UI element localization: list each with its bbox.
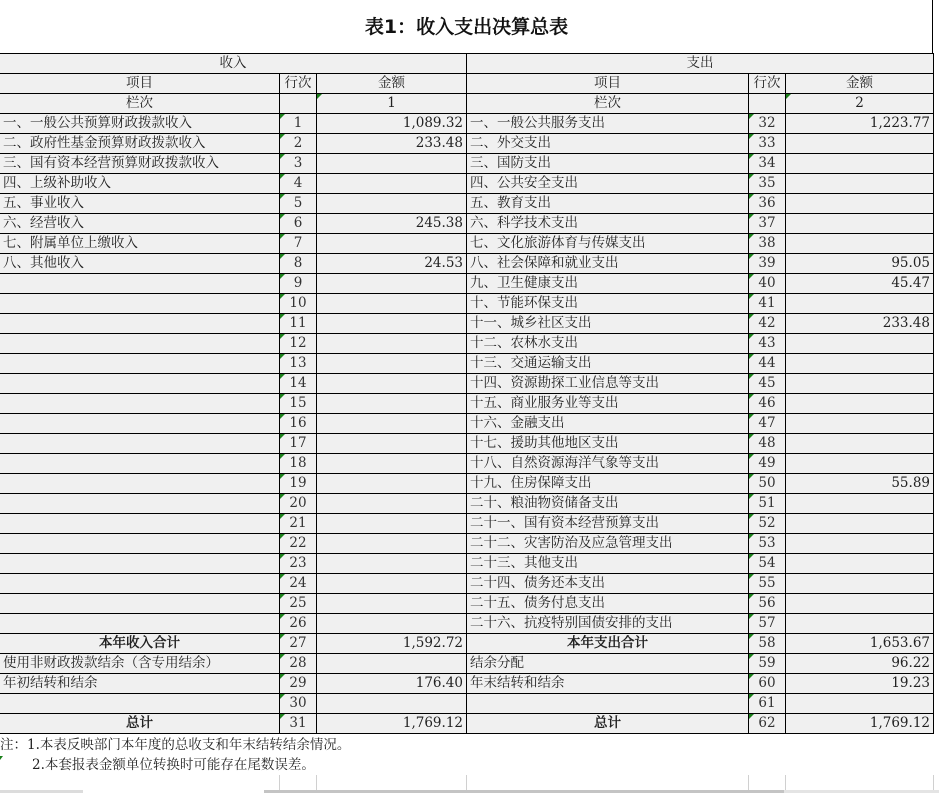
- expense-item-cell[interactable]: 九、卫生健康支出: [467, 274, 749, 294]
- expense-item-cell[interactable]: 十一、城乡社区支出: [467, 314, 749, 334]
- expense-item-cell[interactable]: 十三、交通运输支出: [467, 354, 749, 374]
- table-row: [0, 254, 934, 274]
- expense-line-no[interactable]: 52: [749, 514, 786, 534]
- income-line-blank: [280, 94, 317, 114]
- grand-total-row: [0, 714, 934, 734]
- table-row: [0, 514, 934, 534]
- expense-amount-cell[interactable]: [786, 494, 934, 514]
- table-row: [0, 114, 934, 134]
- cell-marker-icon: [0, 756, 3, 760]
- table-row: [0, 134, 934, 154]
- expense-line-no[interactable]: 48: [749, 434, 786, 454]
- expense-item-cell[interactable]: 二十一、国有资本经营预算支出: [467, 514, 749, 534]
- income-item-cell[interactable]: [0, 494, 280, 514]
- income-line-no[interactable]: 19: [280, 474, 317, 494]
- expense-line-header: 行次: [749, 74, 786, 94]
- table-row: [0, 334, 934, 354]
- table-row: [0, 474, 934, 494]
- expense-line-no[interactable]: 37: [749, 214, 786, 234]
- income-amount-cell[interactable]: [317, 614, 467, 634]
- expense-summary-amount[interactable]: 1,769.12: [786, 714, 934, 734]
- expense-amount-cell[interactable]: [786, 614, 934, 634]
- grid-line: [466, 775, 467, 790]
- expense-summary-label[interactable]: 本年支出合计: [467, 634, 749, 654]
- income-item-cell[interactable]: [0, 414, 280, 434]
- expense-line-no[interactable]: 39: [749, 254, 786, 274]
- expense-line-no[interactable]: 36: [749, 194, 786, 214]
- income-item-cell[interactable]: [0, 274, 280, 294]
- income-line-no[interactable]: 6: [280, 214, 317, 234]
- expense-amount-cell[interactable]: [786, 234, 934, 254]
- income-line-no[interactable]: 1: [280, 114, 317, 134]
- income-line-no[interactable]: 16: [280, 414, 317, 434]
- expense-line-no[interactable]: 41: [749, 294, 786, 314]
- income-item-cell[interactable]: [0, 614, 280, 634]
- expense-item-cell[interactable]: 八、社会保障和就业支出: [467, 254, 749, 274]
- income-amount-cell[interactable]: [317, 514, 467, 534]
- income-line-no[interactable]: 31: [280, 714, 317, 734]
- income-amount-cell[interactable]: [317, 334, 467, 354]
- expense-amount-cell[interactable]: [786, 354, 934, 374]
- expense-line-no[interactable]: 54: [749, 554, 786, 574]
- income-line-no[interactable]: 3: [280, 154, 317, 174]
- income-item-cell[interactable]: [0, 474, 280, 494]
- income-item-cell[interactable]: [0, 334, 280, 354]
- expense-line-no[interactable]: 32: [749, 114, 786, 134]
- expense-item-cell[interactable]: 十九、住房保障支出: [467, 474, 749, 494]
- table-row: [0, 414, 934, 434]
- expense-amount-cell[interactable]: [786, 154, 934, 174]
- expense-amount-cell[interactable]: [786, 554, 934, 574]
- grid-line: [316, 775, 317, 790]
- income-amount-cell[interactable]: [317, 594, 467, 614]
- expense-amount-cell[interactable]: [786, 374, 934, 394]
- income-amount-cell[interactable]: 24.53: [317, 254, 467, 274]
- expense-line-no[interactable]: 53: [749, 534, 786, 554]
- income-amount-cell[interactable]: [317, 374, 467, 394]
- income-amount-cell[interactable]: [317, 354, 467, 374]
- income-line-no[interactable]: 28: [280, 654, 317, 674]
- income-item-cell[interactable]: [0, 394, 280, 414]
- income-item-cell[interactable]: [0, 534, 280, 554]
- expense-amount-cell[interactable]: [786, 394, 934, 414]
- expense-item-cell[interactable]: 五、教育支出: [467, 194, 749, 214]
- expense-summary-amount[interactable]: 1,653.67: [786, 634, 934, 654]
- table-row: [0, 394, 934, 414]
- income-summary-amount[interactable]: [317, 694, 467, 714]
- income-line-no[interactable]: 9: [280, 274, 317, 294]
- expense-item-cell[interactable]: 七、文化旅游体育与传媒支出: [467, 234, 749, 254]
- income-line-no[interactable]: 7: [280, 234, 317, 254]
- income-item-cell[interactable]: 五、事业收入: [0, 194, 280, 214]
- income-amount-cell[interactable]: [317, 454, 467, 474]
- expense-line-no[interactable]: 45: [749, 374, 786, 394]
- expense-group-header: 支出: [467, 54, 934, 74]
- expense-item-cell[interactable]: 十八、自然资源海洋气象等支出: [467, 454, 749, 474]
- expense-item-cell[interactable]: 二十二、灾害防治及应急管理支出: [467, 534, 749, 554]
- income-summary-amount[interactable]: [317, 654, 467, 674]
- expense-amount-cell[interactable]: [786, 334, 934, 354]
- income-line-no[interactable]: 24: [280, 574, 317, 594]
- note-line-2: 2.本套报表金额单位转换时可能存在尾数误差。: [32, 757, 315, 773]
- income-amount-cell[interactable]: [317, 554, 467, 574]
- income-amount-cell[interactable]: 1,089.32: [317, 114, 467, 134]
- income-amount-cell[interactable]: [317, 274, 467, 294]
- income-item-cell[interactable]: 四、上级补助收入: [0, 174, 280, 194]
- grid-line: [933, 775, 934, 790]
- column-header-row: [0, 74, 934, 94]
- table-row: [0, 614, 934, 634]
- table-row: [0, 194, 934, 214]
- expense-amount-cell[interactable]: 55.89: [786, 474, 934, 494]
- expense-amount-cell[interactable]: [786, 174, 934, 194]
- expense-line-no[interactable]: 40: [749, 274, 786, 294]
- expense-line-blank: [749, 94, 786, 114]
- column-number-row: [0, 94, 934, 114]
- table-row: [0, 554, 934, 574]
- expense-line-no[interactable]: 59: [749, 654, 786, 674]
- table-row: [0, 374, 934, 394]
- income-line-no[interactable]: 14: [280, 374, 317, 394]
- income-line-no[interactable]: 20: [280, 494, 317, 514]
- expense-summary-label[interactable]: [467, 694, 749, 714]
- income-amount-cell[interactable]: [317, 314, 467, 334]
- income-line-no[interactable]: 5: [280, 194, 317, 214]
- income-line-no[interactable]: 2: [280, 134, 317, 154]
- income-group-header: 收入: [0, 54, 467, 74]
- expense-line-no[interactable]: 55: [749, 574, 786, 594]
- expense-item-cell[interactable]: 六、科学技术支出: [467, 214, 749, 234]
- expense-summary-amount[interactable]: [786, 694, 934, 714]
- income-line-no[interactable]: 17: [280, 434, 317, 454]
- table-row: [0, 694, 934, 714]
- income-line-header: 行次: [280, 74, 317, 94]
- income-amount-cell[interactable]: [317, 174, 467, 194]
- income-line-no[interactable]: 11: [280, 314, 317, 334]
- expense-line-no[interactable]: 47: [749, 414, 786, 434]
- expense-item-cell[interactable]: 十二、农林水支出: [467, 334, 749, 354]
- income-amount-cell[interactable]: 245.38: [317, 214, 467, 234]
- income-item-cell[interactable]: 八、其他收入: [0, 254, 280, 274]
- income-line-no[interactable]: 22: [280, 534, 317, 554]
- table-row: [0, 654, 934, 674]
- expense-line-no[interactable]: 43: [749, 334, 786, 354]
- income-line-no[interactable]: 26: [280, 614, 317, 634]
- income-line-no[interactable]: 12: [280, 334, 317, 354]
- expense-item-cell[interactable]: 十、节能环保支出: [467, 294, 749, 314]
- expense-item-cell[interactable]: 二十四、债务还本支出: [467, 574, 749, 594]
- income-amount-cell[interactable]: [317, 234, 467, 254]
- expense-line-no[interactable]: 38: [749, 234, 786, 254]
- table-row: [0, 594, 934, 614]
- income-item-cell[interactable]: [0, 454, 280, 474]
- expense-line-no[interactable]: 60: [749, 674, 786, 694]
- expense-line-no[interactable]: 51: [749, 494, 786, 514]
- income-item-header: 项目: [0, 74, 280, 94]
- income-summary-label[interactable]: 年初结转和结余: [0, 674, 280, 694]
- income-line-no[interactable]: 15: [280, 394, 317, 414]
- income-line-no[interactable]: 30: [280, 694, 317, 714]
- income-line-no[interactable]: 13: [280, 354, 317, 374]
- table-row: [0, 454, 934, 474]
- income-item-cell[interactable]: [0, 574, 280, 594]
- income-summary-label[interactable]: 总计: [0, 714, 280, 734]
- income-line-no[interactable]: 21: [280, 514, 317, 534]
- note-line-1: 注：1.本表反映部门本年度的总收支和年末结转结余情况。: [0, 737, 351, 753]
- income-amount-cell[interactable]: 233.48: [317, 134, 467, 154]
- income-item-cell[interactable]: 三、国有资本经营预算财政拨款收入: [0, 154, 280, 174]
- income-item-cell[interactable]: [0, 374, 280, 394]
- expense-item-cell[interactable]: 十七、援助其他地区支出: [467, 434, 749, 454]
- income-amount-cell[interactable]: [317, 194, 467, 214]
- grid-line: [279, 775, 280, 790]
- income-item-cell[interactable]: [0, 554, 280, 574]
- income-line-no[interactable]: 18: [280, 454, 317, 474]
- expense-item-header: 项目: [467, 74, 749, 94]
- expense-item-cell[interactable]: 二十三、其他支出: [467, 554, 749, 574]
- expense-line-no[interactable]: 42: [749, 314, 786, 334]
- expense-amount-header: 金额: [786, 74, 934, 94]
- income-column-number: 1: [317, 94, 467, 114]
- income-amount-cell[interactable]: [317, 414, 467, 434]
- income-amount-cell[interactable]: [317, 154, 467, 174]
- expense-amount-cell[interactable]: [786, 134, 934, 154]
- income-line-no[interactable]: 10: [280, 294, 317, 314]
- table-row: [0, 234, 934, 254]
- table-row: [0, 494, 934, 514]
- table-row: [0, 674, 934, 694]
- expense-line-no[interactable]: 33: [749, 134, 786, 154]
- income-amount-cell[interactable]: [317, 574, 467, 594]
- expense-summary-amount[interactable]: 19.23: [786, 674, 934, 694]
- expense-line-no[interactable]: 35: [749, 174, 786, 194]
- expense-item-cell[interactable]: 一、一般公共服务支出: [467, 114, 749, 134]
- expense-amount-cell[interactable]: [786, 414, 934, 434]
- notes: [0, 735, 350, 775]
- year-total-row: [0, 634, 934, 654]
- income-summary-label[interactable]: 使用非财政拨款结余（含专用结余）: [0, 654, 280, 674]
- income-item-cell[interactable]: [0, 514, 280, 534]
- expense-column-label: 栏次: [467, 94, 749, 114]
- table-row: [0, 294, 934, 314]
- table-row: [0, 154, 934, 174]
- expense-item-cell[interactable]: 三、国防支出: [467, 154, 749, 174]
- income-line-no[interactable]: 27: [280, 634, 317, 654]
- income-item-cell[interactable]: 六、经营收入: [0, 214, 280, 234]
- expense-line-no[interactable]: 49: [749, 454, 786, 474]
- income-item-cell[interactable]: [0, 354, 280, 374]
- income-line-no[interactable]: 8: [280, 254, 317, 274]
- expense-summary-amount[interactable]: 96.22: [786, 654, 934, 674]
- expense-summary-label[interactable]: 结余分配: [467, 654, 749, 674]
- expense-amount-cell[interactable]: [786, 574, 934, 594]
- income-summary-amount[interactable]: 1,769.12: [317, 714, 467, 734]
- expense-column-number: 2: [786, 94, 934, 114]
- income-amount-cell[interactable]: [317, 294, 467, 314]
- income-summary-amount[interactable]: 176.40: [317, 674, 467, 694]
- income-summary-label[interactable]: [0, 694, 280, 714]
- income-item-cell[interactable]: [0, 314, 280, 334]
- expense-item-cell[interactable]: 十五、商业服务业等支出: [467, 394, 749, 414]
- expense-line-no[interactable]: 61: [749, 694, 786, 714]
- income-line-no[interactable]: 25: [280, 594, 317, 614]
- expense-item-cell[interactable]: 二十五、债务付息支出: [467, 594, 749, 614]
- table-row: [0, 354, 934, 374]
- expense-item-cell[interactable]: 二十六、抗疫特别国债安排的支出: [467, 614, 749, 634]
- income-column-label: 栏次: [0, 94, 280, 114]
- expense-amount-cell[interactable]: [786, 514, 934, 534]
- expense-line-no[interactable]: 44: [749, 354, 786, 374]
- expense-amount-cell[interactable]: 95.05: [786, 254, 934, 274]
- expense-amount-cell[interactable]: 45.47: [786, 274, 934, 294]
- table-row: [0, 174, 934, 194]
- expense-amount-cell[interactable]: [786, 214, 934, 234]
- income-summary-amount[interactable]: 1,592.72: [317, 634, 467, 654]
- income-line-no[interactable]: 29: [280, 674, 317, 694]
- expense-item-cell[interactable]: 四、公共安全支出: [467, 174, 749, 194]
- table-row: [0, 274, 934, 294]
- table-row: [0, 574, 934, 594]
- income-item-cell[interactable]: 一、一般公共预算财政拨款收入: [0, 114, 280, 134]
- expense-amount-cell[interactable]: [786, 294, 934, 314]
- expense-amount-cell[interactable]: [786, 434, 934, 454]
- group-header-row: [0, 54, 934, 74]
- expense-item-cell[interactable]: 二、外交支出: [467, 134, 749, 154]
- table-row: [0, 534, 934, 554]
- expense-item-cell[interactable]: 十六、金融支出: [467, 414, 749, 434]
- income-item-cell[interactable]: [0, 434, 280, 454]
- table-row: [0, 434, 934, 454]
- income-expense-table: [0, 53, 934, 734]
- income-item-cell[interactable]: [0, 594, 280, 614]
- grid-line: [748, 775, 749, 790]
- expense-item-cell[interactable]: 二十、粮油物资储备支出: [467, 494, 749, 514]
- income-item-cell[interactable]: 七、附属单位上缴收入: [0, 234, 280, 254]
- expense-item-cell[interactable]: 十四、资源勘探工业信息等支出: [467, 374, 749, 394]
- expense-line-no[interactable]: 34: [749, 154, 786, 174]
- income-amount-cell[interactable]: [317, 494, 467, 514]
- expense-amount-cell[interactable]: [786, 454, 934, 474]
- income-summary-label[interactable]: 本年收入合计: [0, 634, 280, 654]
- table-row: [0, 214, 934, 234]
- expense-line-no[interactable]: 56: [749, 594, 786, 614]
- grid-line: [785, 775, 786, 790]
- table-row: [0, 314, 934, 334]
- expense-line-no[interactable]: 62: [749, 714, 786, 734]
- title-frame-border: [932, 0, 933, 53]
- expense-amount-cell[interactable]: 233.48: [786, 314, 934, 334]
- expense-summary-label[interactable]: 总计: [467, 714, 749, 734]
- expense-amount-cell[interactable]: [786, 534, 934, 554]
- income-item-cell[interactable]: [0, 294, 280, 314]
- income-amount-header: 金额: [317, 74, 467, 94]
- income-amount-cell[interactable]: [317, 434, 467, 454]
- expense-line-no[interactable]: 58: [749, 634, 786, 654]
- income-amount-cell[interactable]: [317, 534, 467, 554]
- income-amount-cell[interactable]: [317, 394, 467, 414]
- income-line-no[interactable]: 23: [280, 554, 317, 574]
- expense-line-no[interactable]: 50: [749, 474, 786, 494]
- expense-amount-cell[interactable]: [786, 194, 934, 214]
- page-title: 表1：收入支出决算总表: [364, 16, 569, 38]
- expense-line-no[interactable]: 57: [749, 614, 786, 634]
- income-item-cell[interactable]: 二、政府性基金预算财政拨款收入: [0, 134, 280, 154]
- expense-line-no[interactable]: 46: [749, 394, 786, 414]
- income-line-no[interactable]: 4: [280, 174, 317, 194]
- expense-summary-label[interactable]: 年末结转和结余: [467, 674, 749, 694]
- income-amount-cell[interactable]: [317, 474, 467, 494]
- expense-amount-cell[interactable]: 1,223.77: [786, 114, 934, 134]
- expense-amount-cell[interactable]: [786, 594, 934, 614]
